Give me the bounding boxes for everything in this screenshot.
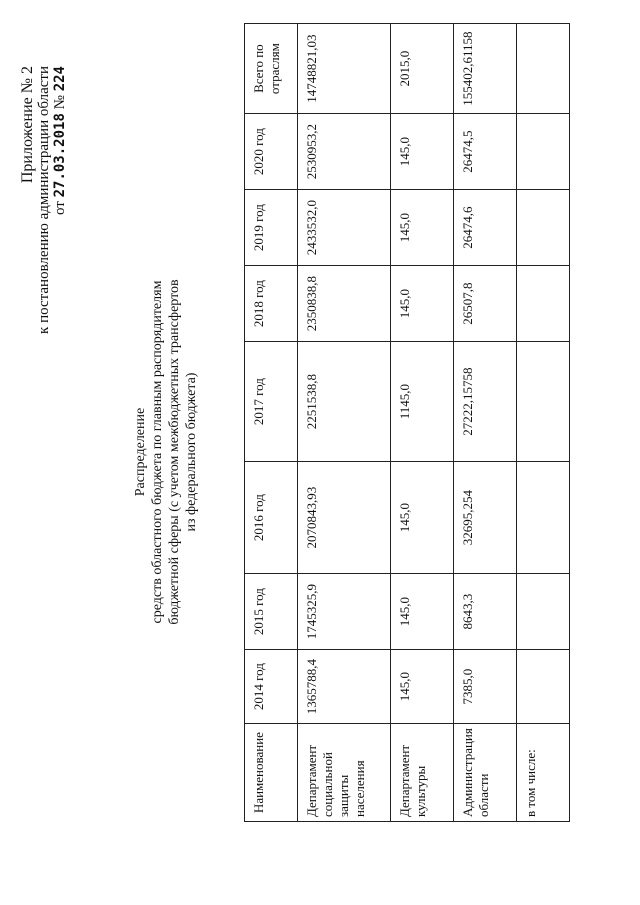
budget-table (244, 23, 570, 822)
cell-total: 2015,0 (391, 24, 454, 114)
date-prefix: от (52, 201, 68, 216)
title-line-4: из федерального бюджета) (184, 372, 199, 532)
cell-2014: 145,0 (391, 650, 454, 724)
header-total: Всего по отраслям (245, 24, 298, 114)
header-2015: 2015 год (245, 574, 298, 650)
header-2018: 2018 год (245, 266, 298, 342)
cell-2020: 26474,5 (454, 114, 517, 190)
header-2017: 2017 год (245, 342, 298, 462)
annex-header (20, 66, 68, 546)
header-2014: 2014 год (245, 650, 298, 724)
cell-2016: 145,0 (391, 462, 454, 574)
cell-2018: 145,0 (391, 266, 454, 342)
cell-2017: 1145,0 (391, 342, 454, 462)
header-2016: 2016 год (245, 462, 298, 574)
table-row (454, 24, 517, 822)
title-line-3: бюджетной сферы (с учетом межбюджетных трансфертов (167, 279, 182, 625)
row-name: Департамент культуры (391, 724, 454, 822)
cell-2015: 1745325,9 (298, 574, 391, 650)
row-name: Администрация области (454, 724, 517, 822)
title-line-2: средств областного бюджета по главным распорядителям (150, 280, 165, 624)
cell-2017: 2251538,8 (298, 342, 391, 462)
cell-2019: 26474,6 (454, 190, 517, 266)
title-line-1: Распределение (133, 407, 148, 497)
cell-total: 14748821,03 (298, 24, 391, 114)
cell-2020: 145,0 (391, 114, 454, 190)
annex-title: Приложение № 2 (19, 66, 36, 184)
cell-2019: 2433532,0 (298, 190, 391, 266)
cell-2019: 145,0 (391, 190, 454, 266)
header-name: Наименование (245, 724, 298, 822)
table-header-row (245, 24, 298, 822)
cell-2017 (517, 342, 570, 462)
document-title (132, 262, 200, 642)
cell-2019 (517, 190, 570, 266)
cell-total: 155402,61158 (454, 24, 517, 114)
document-page (20, 12, 620, 892)
cell-2018: 26507,8 (454, 266, 517, 342)
cell-2014: 1365788,4 (298, 650, 391, 724)
cell-2015: 8643,3 (454, 574, 517, 650)
cell-2015: 145,0 (391, 574, 454, 650)
cell-2018: 2350838,8 (298, 266, 391, 342)
cell-2016: 32695,254 (454, 462, 517, 574)
header-2020: 2020 год (245, 114, 298, 190)
decree-date-line (52, 66, 68, 546)
row-name: Департамент социальной защиты населения (298, 724, 391, 822)
header-2019: 2019 год (245, 190, 298, 266)
cell-total (517, 24, 570, 114)
table-row (391, 24, 454, 822)
cell-2020 (517, 114, 570, 190)
cell-2016 (517, 462, 570, 574)
cell-2016: 2070843,93 (298, 462, 391, 574)
number-prefix: № (52, 95, 68, 110)
cell-2014: 7385,0 (454, 650, 517, 724)
table-row (517, 24, 570, 822)
cell-2020: 2530953,2 (298, 114, 391, 190)
cell-2017: 27222,15758 (454, 342, 517, 462)
cell-2015 (517, 574, 570, 650)
decree-number: 224 (52, 66, 68, 92)
cell-2014 (517, 650, 570, 724)
row-name: в том числе: (517, 724, 570, 822)
table-row (298, 24, 391, 822)
decree-date: 27.03.2018 (52, 113, 68, 198)
cell-2018 (517, 266, 570, 342)
decree-reference: к постановлению администрации области (36, 66, 52, 334)
